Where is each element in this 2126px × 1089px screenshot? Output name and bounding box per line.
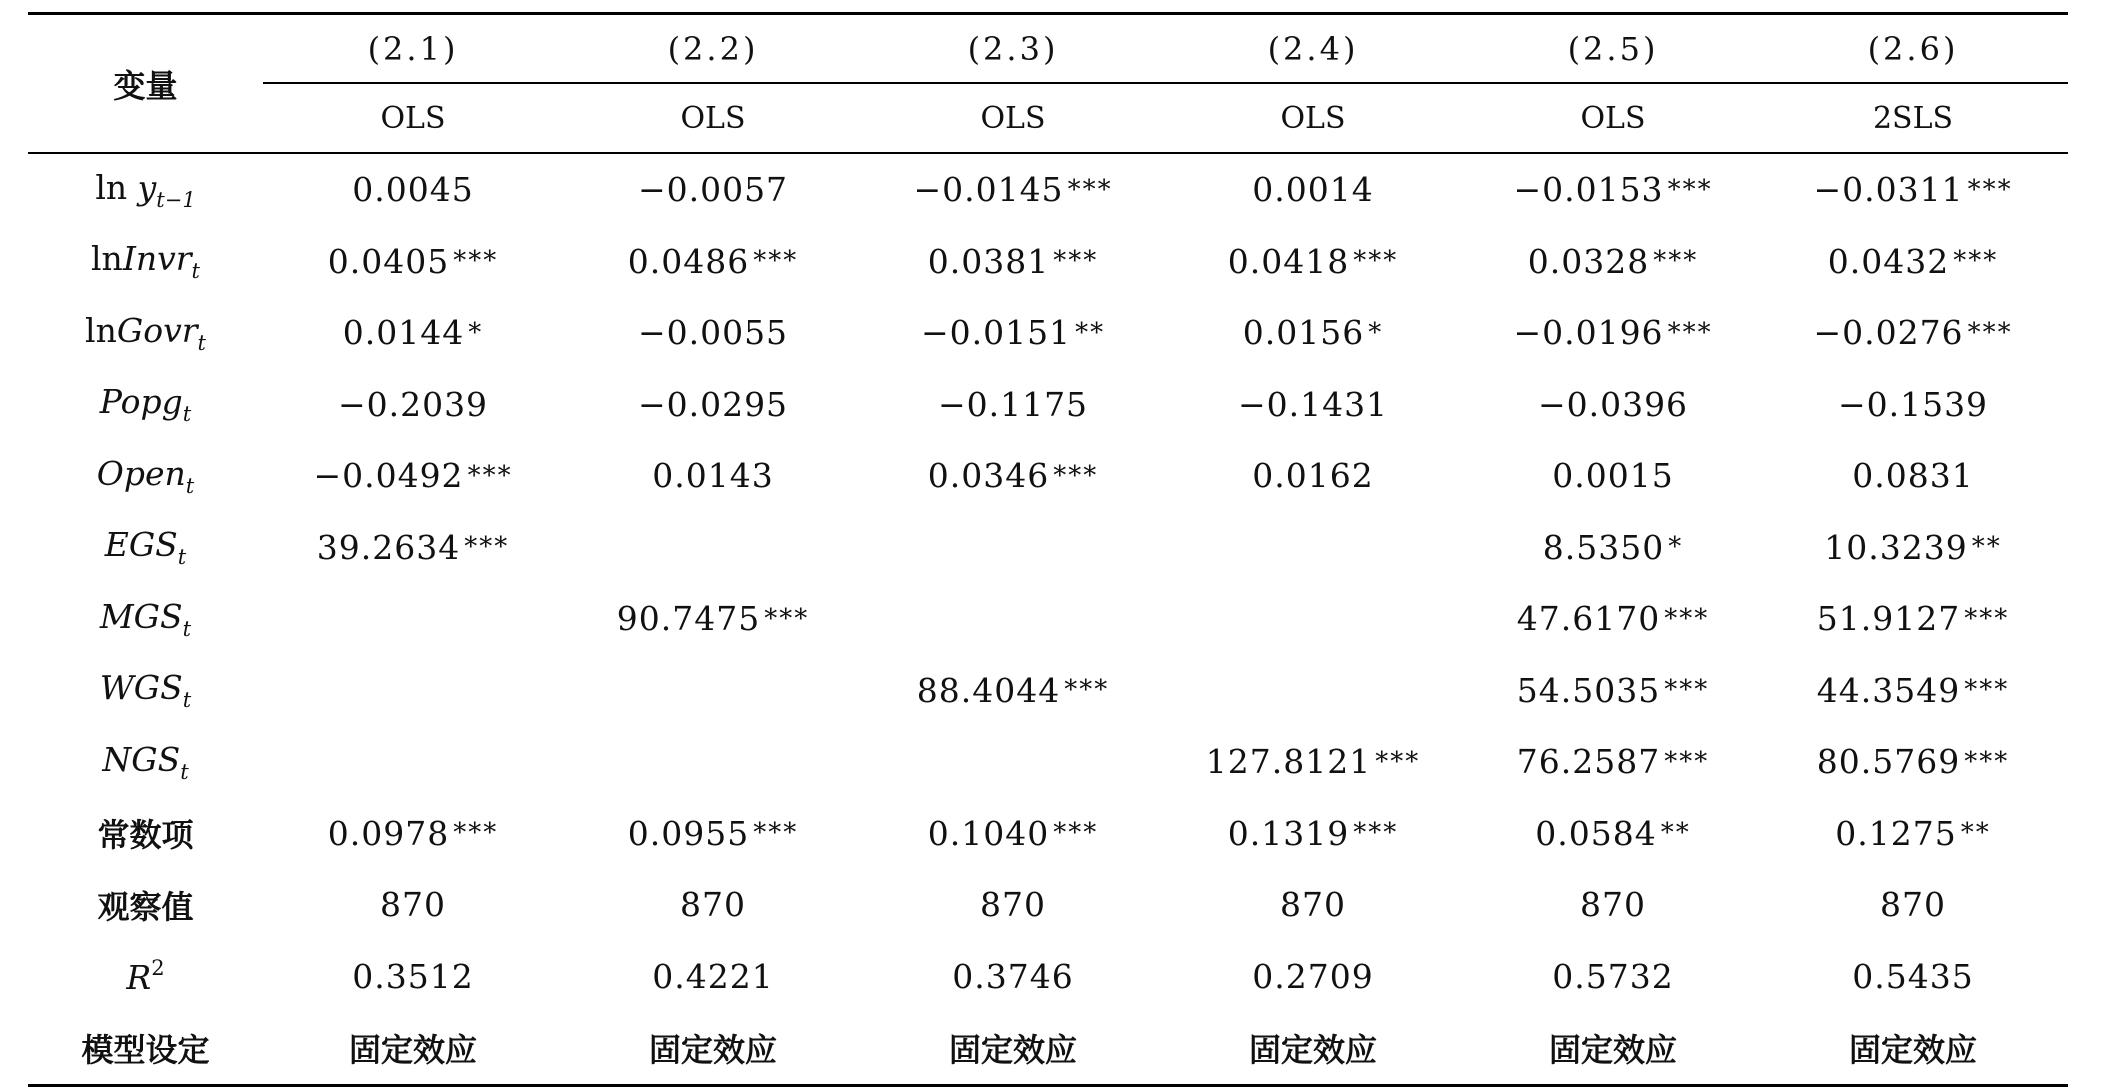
table-cell [1463,154,1763,226]
significance-stars: *** [467,460,513,491]
coefficient-value: 870 [680,885,746,925]
coefficient-value: −0.1539 [1837,384,1989,424]
coefficient-value: 870 [1580,885,1646,925]
column-method: OLS [380,100,446,136]
column-method: OLS [1580,100,1646,136]
table-cell [1463,1012,1763,1084]
significance-stars: *** [1067,174,1113,205]
coefficient-value: 90.7475 [616,599,761,639]
coefficient-value: 88.4044 [916,670,1061,710]
table-cell [1463,297,1763,369]
table-cell [563,583,863,655]
variable-name [85,311,206,355]
table-cell [1163,798,1463,870]
significance-stars: *** [1053,818,1099,849]
significance-stars: ** [1960,818,1991,849]
significance-stars: *** [1667,317,1713,348]
table-cell [263,941,563,1013]
row-label [28,726,263,798]
significance-stars: ** [1971,532,2002,563]
coefficient-value: 0.0831 [1852,456,1974,496]
table-cell [863,440,1163,512]
variable-subscript: t [182,616,192,641]
table-cell [263,583,563,655]
coefficient-value: 44.3549 [1816,670,1961,710]
coefficient-value: 0.3746 [952,956,1074,996]
table-cell [1163,369,1463,441]
variable-subscript: t [180,759,189,784]
table-cell [863,583,1163,655]
coefficient-value: 0.0405 [327,241,450,281]
coefficient-value: 0.3512 [352,956,474,996]
significance-stars: *** [1053,246,1099,277]
significance-stars: *** [1964,746,2010,777]
table-cell [1163,1012,1463,1084]
coefficient-value: −0.0057 [637,170,789,210]
significance-stars: *** [1353,818,1399,849]
coefficient-value: 固定效应 [348,1030,477,1069]
coefficient-value: 0.0346 [927,456,1050,496]
row-label [28,297,263,369]
coefficient-value: 0.0432 [1827,241,1950,281]
variable-name [100,668,191,712]
variable-subscript: t [197,330,206,355]
coefficient-value: 0.1275 [1835,813,1957,853]
significance-stars: *** [1967,317,2013,348]
table-cell [263,440,563,512]
row-label-text: 模型设定 [81,1030,210,1069]
coefficient-value: 39.2634 [316,527,461,567]
significance-stars: *** [1664,746,1710,777]
column-number: (2.4) [1267,29,1359,68]
table-cell [1463,869,1763,941]
table-cell [1463,512,1763,584]
coefficient-value: 0.0955 [627,813,750,853]
variable-superscript: 2 [151,955,165,980]
significance-stars: *** [1664,603,1710,634]
coefficient-value: −0.0196 [1513,313,1664,353]
table-cell [1463,655,1763,727]
coefficient-value: 0.0014 [1252,170,1374,210]
row-label [28,583,263,655]
significance-stars: *** [1967,174,2013,205]
coefficient-value: 54.5035 [1516,670,1661,710]
table-cell [563,941,863,1013]
row-label [28,798,263,870]
table-cell [1763,798,2063,870]
variable-symbol: WGS [99,668,183,708]
coefficient-value: −0.2039 [337,384,489,424]
significance-stars: *** [453,818,499,849]
table-cell [863,726,1163,798]
coefficient-value: 固定效应 [948,1030,1077,1069]
variable-subscript: t [182,688,192,713]
table-cell [1763,440,2063,512]
table-cell [1763,226,2063,298]
coefficient-value: 47.6170 [1516,599,1661,639]
coefficient-value: 0.0418 [1227,241,1350,281]
column-number: (2.5) [1567,29,1659,68]
table-cell [1163,154,1463,226]
table-cell [563,440,863,512]
table-cell [1463,369,1763,441]
table-cell [263,655,563,727]
variable-symbol: MGS [99,596,183,636]
row-label [28,154,263,226]
column-number: (2.6) [1867,29,1959,68]
row-label [28,226,263,298]
significance-stars: *** [453,246,499,277]
table-cell [1163,655,1463,727]
table-cell [563,369,863,441]
coefficient-value: 0.5732 [1552,956,1674,996]
row-label [28,1012,263,1084]
significance-stars: *** [1053,460,1099,491]
table-cell [1163,941,1463,1013]
table-cell [1463,941,1763,1013]
coefficient-value: 0.0978 [327,813,450,853]
variable-prefix: ln [91,239,123,279]
variable-symbol: R [126,957,152,997]
variable-prefix: ln [95,167,138,207]
table-cell [1463,583,1763,655]
table-cell [563,1012,863,1084]
significance-stars: *** [753,246,799,277]
table-cell [263,154,563,226]
row-label [28,941,263,1013]
variable-name [95,168,195,212]
coefficient-value: 870 [1280,885,1346,925]
table-cell [1463,726,1763,798]
coefficient-value: 51.9127 [1816,599,1961,639]
column-method: OLS [1280,100,1346,136]
table-cell [263,726,563,798]
coefficient-value: −0.0492 [313,456,464,496]
table-cell [863,297,1163,369]
row-label [28,369,263,441]
table-cell [863,369,1163,441]
table-cell [1163,226,1463,298]
variable-name [100,597,191,641]
table-cell [1763,655,2063,727]
table-cell [863,1012,1163,1084]
significance-stars: *** [1664,675,1710,706]
column-method: OLS [980,100,1046,136]
significance-stars: *** [1064,675,1110,706]
table-cell [1163,512,1463,584]
significance-stars: *** [1653,246,1699,277]
table-cell [1163,869,1463,941]
coefficient-value: 固定效应 [1848,1030,1977,1069]
table-cell [863,798,1163,870]
table-cell [263,226,563,298]
coefficient-value: 76.2587 [1516,742,1661,782]
table-cell [863,655,1163,727]
coefficient-value: 0.4221 [652,956,774,996]
coefficient-value: 0.0015 [1552,456,1674,496]
significance-stars: *** [1667,174,1713,205]
coefficient-value: −0.1175 [937,384,1089,424]
significance-stars: *** [1964,675,2010,706]
coefficient-value: −0.0153 [1513,170,1664,210]
table-cell [863,154,1163,226]
row-label-text: 观察值 [97,887,194,926]
table-cell [1763,512,2063,584]
table-cell [563,512,863,584]
table-cell [563,798,863,870]
significance-stars: ** [1660,818,1691,849]
table-cell [263,869,563,941]
variable-symbol: EGS [104,525,178,565]
variable-name [91,239,200,283]
coefficient-value: 0.0143 [652,456,774,496]
variable-name [105,525,187,569]
significance-stars: * [1668,532,1684,563]
significance-stars: *** [764,603,810,634]
variable-subscript: t−1 [156,187,196,212]
table-cell [863,869,1163,941]
coefficient-value: −0.0151 [920,313,1072,353]
column-number: (2.1) [367,29,459,68]
row-label [28,869,263,941]
row-label [28,655,263,727]
table-cell [1763,869,2063,941]
variable-name [97,454,194,498]
significance-stars: *** [1375,746,1421,777]
coefficient-value: 870 [980,885,1046,925]
coefficient-value: −0.0311 [1813,170,1964,210]
table-cell [1763,726,2063,798]
coefficient-value: −0.0295 [637,384,789,424]
coefficient-value: 10.3239 [1824,527,1968,567]
coefficient-value: 0.1319 [1227,813,1350,853]
column-number: (2.2) [667,29,759,68]
variable-symbol: Govr [116,310,198,350]
table-cell [1463,798,1763,870]
table-cell [1763,297,2063,369]
coefficient-value: 0.2709 [1252,956,1374,996]
coefficient-value: 8.5350 [1542,527,1665,567]
table-cell [263,798,563,870]
variable-name [102,740,188,784]
table-cell [863,941,1163,1013]
coefficient-value: 0.0584 [1535,813,1657,853]
row-label-text: 常数项 [97,816,194,855]
table-cell [863,512,1163,584]
table-cell [1463,440,1763,512]
coefficient-value: 0.0156 [1242,313,1365,353]
column-method: 2SLS [1872,100,1954,136]
coefficient-value: 0.0328 [1527,241,1650,281]
significance-stars: *** [753,818,799,849]
variable-subscript: t [191,259,200,284]
row-label [28,512,263,584]
table-cell [563,154,863,226]
variable-subscript: t [185,473,195,498]
variable-name [126,956,164,997]
significance-stars: * [1368,317,1384,348]
table-cell [563,726,863,798]
coefficient-value: 固定效应 [1548,1030,1677,1069]
variable-subscript: t [182,402,192,427]
variable-header: 变量 [113,66,178,105]
table-cell [1163,297,1463,369]
significance-stars: * [468,317,484,348]
table-cell [1763,1012,2063,1084]
coefficient-value: 0.0144 [342,313,465,353]
variable-symbol: Open [96,453,186,493]
table-cell [1763,154,2063,226]
significance-stars: *** [1964,603,2010,634]
table-cell [1763,369,2063,441]
table-cell [263,369,563,441]
column-number: (2.3) [967,29,1059,68]
table-cell [263,512,563,584]
variable-symbol: y [137,167,157,207]
coefficient-value: 0.0045 [352,170,474,210]
table-cell [1163,440,1463,512]
variable-symbol: Popg [99,382,183,422]
table-cell [1163,726,1463,798]
table-cell [1463,226,1763,298]
table-cell [563,297,863,369]
table-cell [563,226,863,298]
table-cell [1763,583,2063,655]
coefficient-value: 127.8121 [1205,742,1372,782]
table-cell [563,869,863,941]
coefficient-value: −0.0055 [637,313,789,353]
row-label [28,440,263,512]
coefficient-value: −0.1431 [1237,384,1389,424]
table-cell [263,297,563,369]
coefficient-value: 固定效应 [1248,1030,1377,1069]
bottom-rule [28,1084,2068,1087]
table-cell [863,226,1163,298]
variable-prefix: ln [85,310,117,350]
coefficient-value: 0.1040 [927,813,1050,853]
variable-subscript: t [177,545,187,570]
variable-symbol: NGS [102,739,181,779]
significance-stars: *** [1953,246,1999,277]
coefficient-value: 870 [1880,885,1946,925]
variable-name [100,382,191,426]
coefficient-value: 80.5769 [1816,742,1961,782]
coefficient-value: 0.0162 [1252,456,1374,496]
coefficient-value: 固定效应 [648,1030,777,1069]
variable-symbol: Invr [122,239,192,279]
coefficient-value: −0.0145 [913,170,1064,210]
table-cell [1763,941,2063,1013]
significance-stars: *** [1353,246,1399,277]
column-method: OLS [680,100,746,136]
coefficient-value: 870 [380,885,446,925]
coefficient-value: 0.0381 [927,241,1050,281]
coefficient-value: 0.0486 [627,241,750,281]
coefficient-value: 0.5435 [1852,956,1974,996]
table-cell [263,1012,563,1084]
coefficient-value: −0.0276 [1813,313,1964,353]
table-cell [1163,583,1463,655]
significance-stars: *** [464,532,510,563]
table-cell [563,655,863,727]
significance-stars: ** [1075,317,1106,348]
coefficient-value: −0.0396 [1537,384,1689,424]
